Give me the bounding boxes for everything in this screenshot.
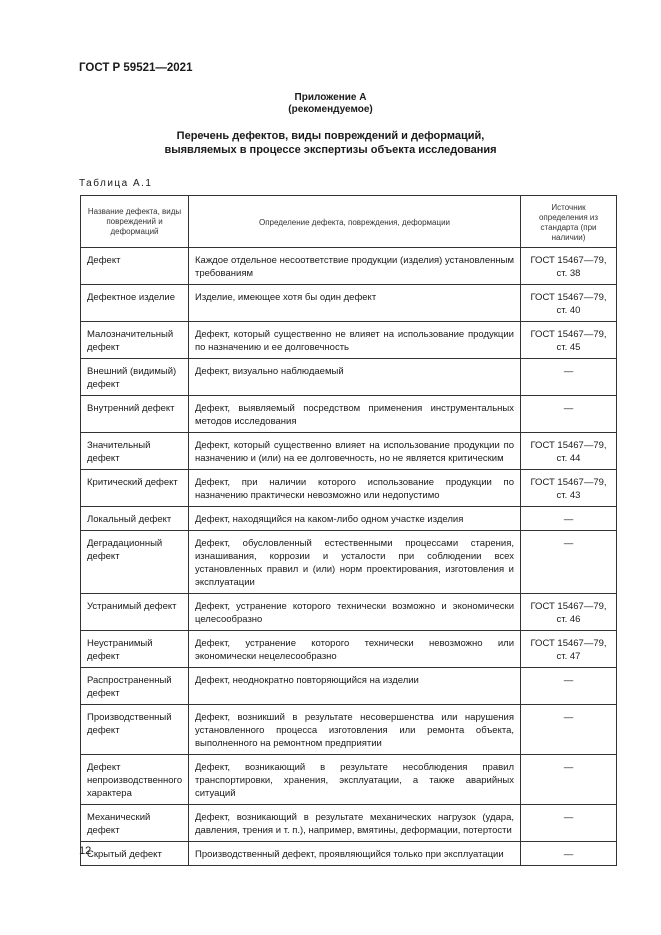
cell-source: — [521,805,617,842]
cell-name: Устранимый дефект [81,594,189,631]
cell-source: — [521,396,617,433]
cell-name: Критический дефект [81,470,189,507]
cell-source: ГОСТ 15467—79, ст. 46 [521,594,617,631]
cell-definition: Дефект, выявляемый посредством применения инструментальных методов исследования [189,396,521,433]
cell-definition: Дефект, неоднократно повторяющийся на изделии [189,668,521,705]
table-label: Таблица А.1 [79,178,153,189]
table-header-row [81,196,617,248]
table-row [81,631,617,668]
cell-definition: Каждое отдельное несоответствие продукции (изделия) установленным требованиям [189,248,521,285]
cell-name: Дефект [81,248,189,285]
cell-name: Малозначительный дефект [81,322,189,359]
table-row [81,755,617,805]
header-name: Название дефекта, виды повреждений и деформаций [81,196,189,248]
cell-name: Скрытый дефект [81,842,189,866]
appendix-heading-line1: Перечень дефектов, виды повреждений и деформаций, [176,130,485,142]
cell-source: — [521,668,617,705]
standard-id: ГОСТ Р 59521—2021 [79,62,193,74]
page-number: 12 [79,845,92,857]
cell-definition: Дефект, возникший в результате несовершенства или нарушения установленного процесса изготовления или ремонта объекта, выполненного на ремонтном предприятии [189,705,521,755]
header-source: Источник определения из стандарта (при наличии) [521,196,617,248]
appendix-subtitle: (рекомендуемое) [288,104,373,115]
table-row [81,805,617,842]
header-definition: Определение дефекта, повреждения, деформации [189,196,521,248]
cell-name: Механический дефект [81,805,189,842]
cell-source: ГОСТ 15467—79, ст. 45 [521,322,617,359]
table-row [81,396,617,433]
cell-source: — [521,705,617,755]
appendix-heading [0,129,661,157]
cell-definition: Изделие, имеющее хотя бы один дефект [189,285,521,322]
cell-definition: Дефект, визуально наблюдаемый [189,359,521,396]
table-row [81,594,617,631]
cell-definition: Дефект, находящийся на каком-либо одном участке изделия [189,507,521,531]
cell-definition: Дефект, который существенно влияет на использование продукции по назначению и (или) на ее долговечность, но не является критическим [189,433,521,470]
table-row [81,285,617,322]
table-row [81,248,617,285]
cell-name: Внешний (видимый) дефект [81,359,189,396]
cell-definition: Производственный дефект, проявляющийся только при эксплуатации [189,842,521,866]
cell-name: Производственный дефект [81,705,189,755]
cell-definition: Дефект, возникающий в результате механических нагрузок (удара, давления, трения и т. п.), например, вмятины, деформации, потертости [189,805,521,842]
cell-definition: Дефект, возникающий в результате несоблюдения правил транспортировки, хранения, эксплуатации, а также аварийных ситуаций [189,755,521,805]
table-row [81,531,617,594]
cell-definition: Дефект, устранение которого технически невозможно или экономически нецелесообразно [189,631,521,668]
table-row [81,433,617,470]
cell-definition: Дефект, который существенно не влияет на использование продукции по назначению и ее долговечность [189,322,521,359]
cell-source: ГОСТ 15467—79, ст. 38 [521,248,617,285]
table-row [81,470,617,507]
cell-source: ГОСТ 15467—79, ст. 44 [521,433,617,470]
cell-definition: Дефект, устранение которого технически возможно и экономически целесообразно [189,594,521,631]
cell-source: — [521,507,617,531]
cell-name: Деградационный дефект [81,531,189,594]
appendix-title: Приложение А [294,92,367,103]
table-body [81,248,617,866]
table-row [81,359,617,396]
cell-name: Внутренний дефект [81,396,189,433]
cell-source: — [521,359,617,396]
appendix-title-block [0,92,661,116]
table-row [81,507,617,531]
table-row [81,668,617,705]
cell-source: — [521,531,617,594]
cell-source: ГОСТ 15467—79, ст. 40 [521,285,617,322]
table-row [81,705,617,755]
table-row [81,322,617,359]
cell-definition: Дефект, при наличии которого использование продукции по назначению практически невозможно или недопустимо [189,470,521,507]
cell-source: — [521,755,617,805]
table-row [81,842,617,866]
cell-source: ГОСТ 15467—79, ст. 47 [521,631,617,668]
cell-name: Неустранимый дефект [81,631,189,668]
cell-source: ГОСТ 15467—79, ст. 43 [521,470,617,507]
cell-source: — [521,842,617,866]
cell-definition: Дефект, обусловленный естественными процессами старения, изнашивания, коррозии и усталости при соблюдении всех установленных правил и (или) норм проектирования, изготовления и эксплуатации [189,531,521,594]
cell-name: Значительный дефект [81,433,189,470]
cell-name: Дефект непроизводственного характера [81,755,189,805]
cell-name: Локальный дефект [81,507,189,531]
cell-name: Дефектное изделие [81,285,189,322]
appendix-heading-line2: выявляемых в процессе экспертизы объекта исследования [164,144,497,156]
defects-table [80,195,617,866]
cell-name: Распространенный дефект [81,668,189,705]
